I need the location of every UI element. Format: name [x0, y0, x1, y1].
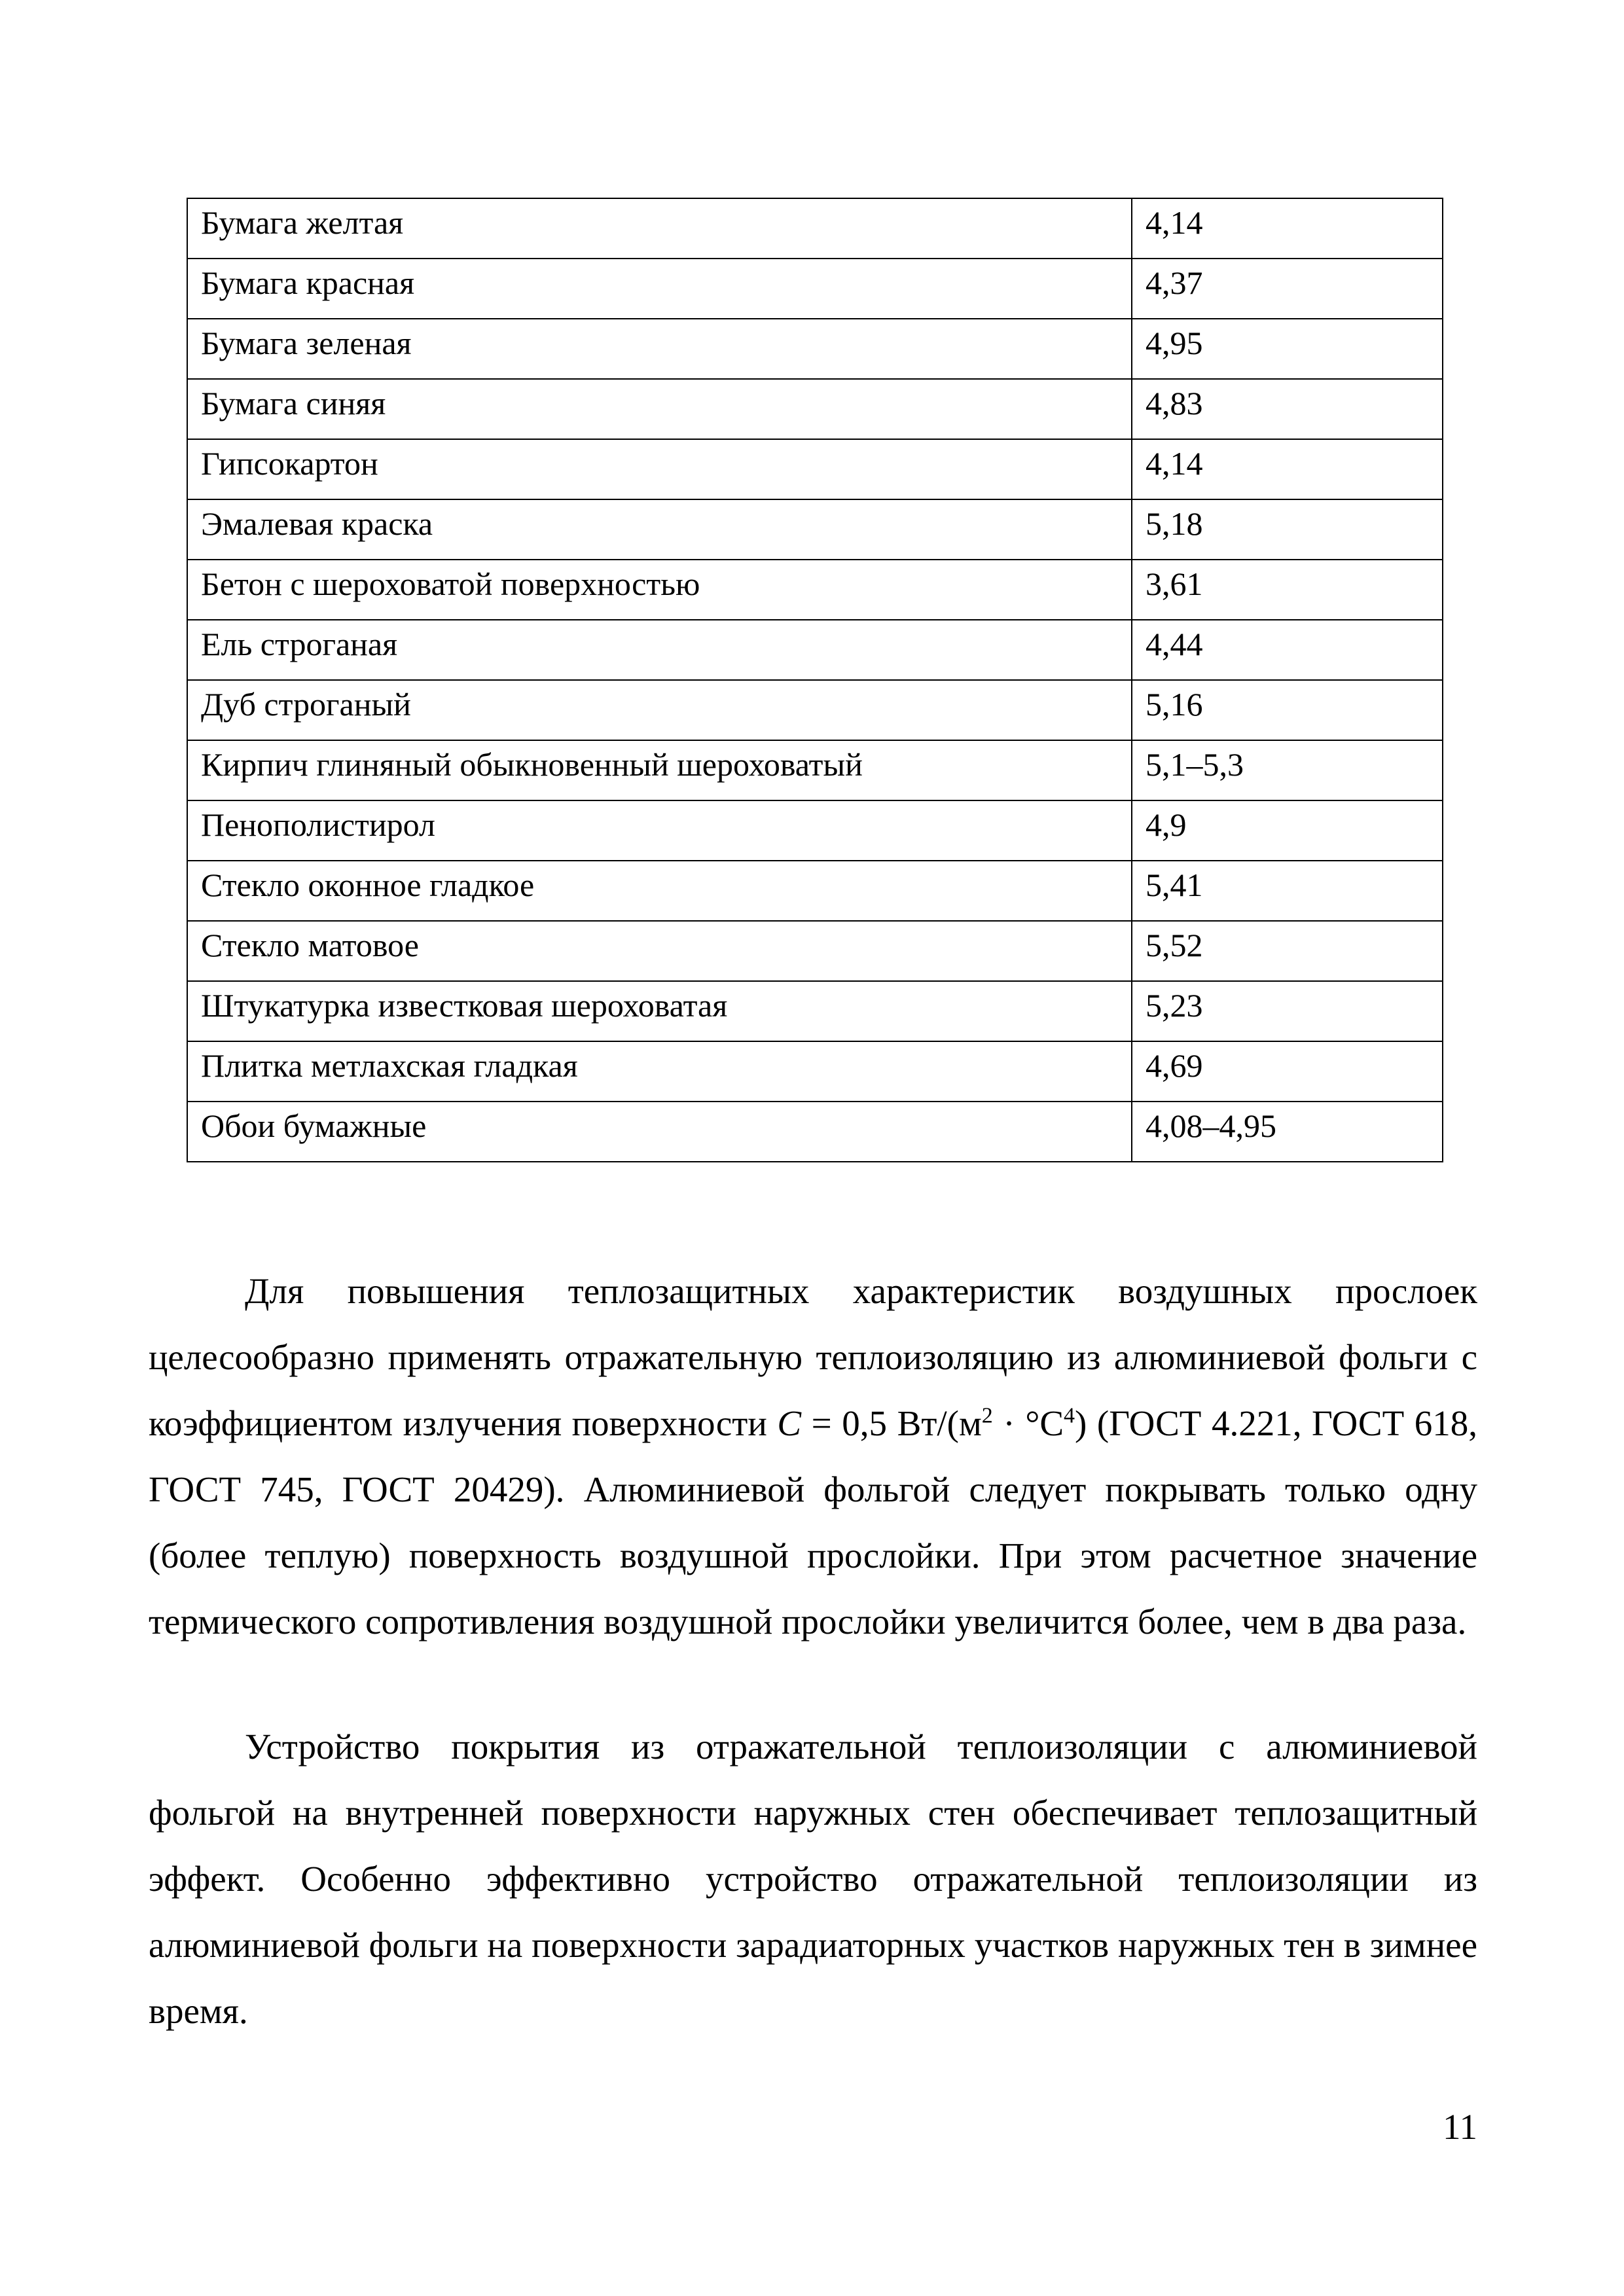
- value-cell: 4,9: [1132, 800, 1443, 861]
- table-row: [187, 439, 1443, 499]
- material-cell: Дуб строганый: [187, 680, 1132, 740]
- material-cell: Ель строганая: [187, 620, 1132, 680]
- paragraph-reflective-coating: [149, 1713, 1477, 2044]
- formula-superscript-4: 4: [1064, 1403, 1075, 1428]
- table-row: [187, 560, 1443, 620]
- table-row: [187, 259, 1443, 319]
- emissivity-symbol: С: [777, 1403, 802, 1443]
- material-cell: Обои бумажные: [187, 1102, 1132, 1162]
- table-row: [187, 1102, 1443, 1162]
- material-cell: Бетон с шероховатой поверхностью: [187, 560, 1132, 620]
- value-cell: 4,95: [1132, 319, 1443, 379]
- value-cell: 4,14: [1132, 439, 1443, 499]
- table-row: [187, 800, 1443, 861]
- material-cell: Бумага желтая: [187, 198, 1132, 259]
- table-row: [187, 740, 1443, 800]
- value-cell: 5,23: [1132, 981, 1443, 1041]
- formula-value: = 0,5 Вт/(м: [801, 1403, 982, 1443]
- table-row: [187, 1041, 1443, 1102]
- value-cell: 4,14: [1132, 198, 1443, 259]
- value-cell: 4,69: [1132, 1041, 1443, 1102]
- value-cell: 4,83: [1132, 379, 1443, 439]
- paragraph-text-end: ) (ГОСТ 4.221, ГОСТ 618, ГОСТ 745, ГОСТ 20429). Алюминиевой фольгой следует покрывать только одну (более теплую) поверхность воздушной прослойки. При этом расчетное значение термического сопротивления воздушной прослойки увеличится более, чем в два раза.: [149, 1403, 1478, 1641]
- paragraph-text: [149, 1258, 1477, 1655]
- paragraph-text: Устройство покрытия из отражательной теплоизоляции с алюминиевой фольгой на внутренней поверхности наружных стен обеспечивает теплозащитный эффект. Особенно эффективно устройство отражательной теплоизоляции из алюминиевой фольги на поверхности зарадиаторных участков наружных тен в зимнее время.: [149, 1727, 1477, 2031]
- material-cell: Гипсокартон: [187, 439, 1132, 499]
- table-row: [187, 198, 1443, 259]
- value-cell: 5,52: [1132, 921, 1443, 981]
- paragraph-foil-insulation: [149, 1258, 1477, 1655]
- materials-emissivity-table: [187, 198, 1443, 1162]
- material-cell: Бумага синяя: [187, 379, 1132, 439]
- material-cell: Эмалевая краска: [187, 499, 1132, 560]
- material-cell: Бумага зеленая: [187, 319, 1132, 379]
- material-cell: Кирпич глиняный обыкновенный шероховатый: [187, 740, 1132, 800]
- table-row: [187, 499, 1443, 560]
- page-number: 11: [1443, 2107, 1477, 2147]
- table-row: [187, 921, 1443, 981]
- table-body: [187, 198, 1443, 1162]
- paragraph-text-start: Для повышения теплозащитных характеристик воздушных прослоек целесообразно применять отражательную теплоизоляцию из алюминиевой фольги с коэффициентом излучения поверхности: [149, 1271, 1477, 1443]
- value-cell: 5,41: [1132, 861, 1443, 921]
- value-cell: 5,18: [1132, 499, 1443, 560]
- material-cell: Стекло оконное гладкое: [187, 861, 1132, 921]
- material-cell: Стекло матовое: [187, 921, 1132, 981]
- table-row: [187, 319, 1443, 379]
- material-cell: Штукатурка известковая шероховатая: [187, 981, 1132, 1041]
- value-cell: 4,44: [1132, 620, 1443, 680]
- value-cell: 4,37: [1132, 259, 1443, 319]
- value-cell: 5,16: [1132, 680, 1443, 740]
- table-row: [187, 861, 1443, 921]
- value-cell: 5,1–5,3: [1132, 740, 1443, 800]
- formula-mid: · °С: [992, 1403, 1064, 1443]
- table-row: [187, 680, 1443, 740]
- formula-superscript-2: 2: [981, 1403, 993, 1428]
- material-cell: Плитка метлахская гладкая: [187, 1041, 1132, 1102]
- table-row: [187, 379, 1443, 439]
- table-row: [187, 620, 1443, 680]
- material-cell: Пенополистирол: [187, 800, 1132, 861]
- value-cell: 4,08–4,95: [1132, 1102, 1443, 1162]
- value-cell: 3,61: [1132, 560, 1443, 620]
- material-cell: Бумага красная: [187, 259, 1132, 319]
- table-row: [187, 981, 1443, 1041]
